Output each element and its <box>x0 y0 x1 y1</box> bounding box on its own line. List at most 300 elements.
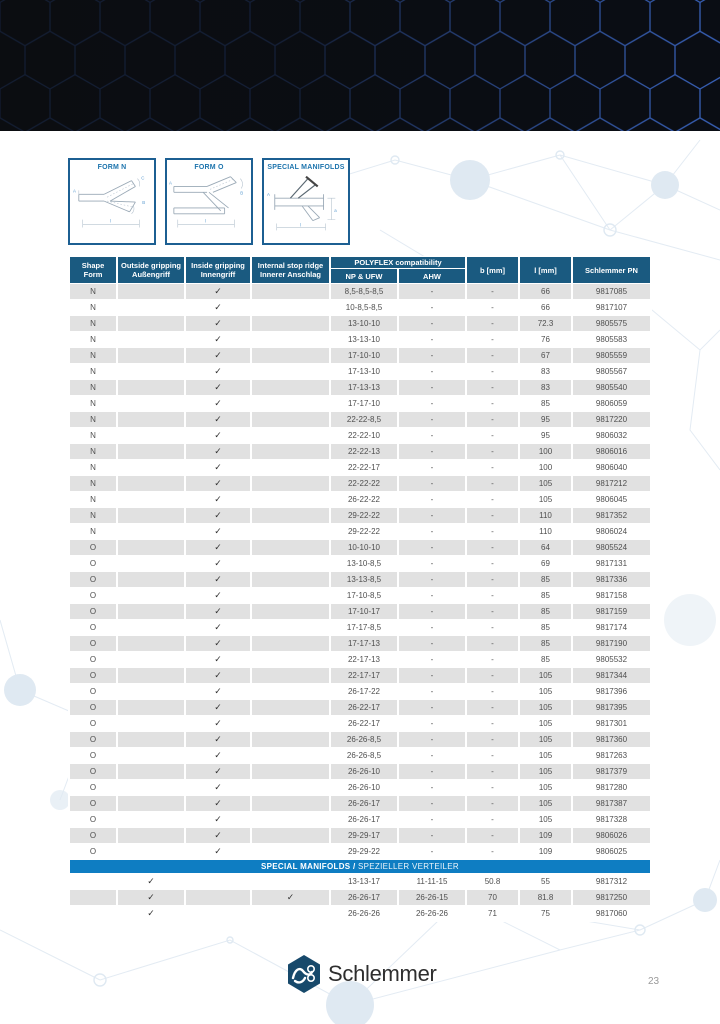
cell-schlemmer-pn: 9817174 <box>595 623 628 633</box>
cell-l-mm: 105 <box>520 732 571 747</box>
cell-np-ufw: 13-13-8,5 <box>331 572 397 587</box>
cell-outside-gripping <box>118 684 184 699</box>
cell-ahw: 26-26-15 <box>399 890 465 905</box>
table-row <box>70 524 650 539</box>
cell-inside-gripping: ✓ <box>186 412 250 427</box>
diagram-special-manifolds <box>262 158 350 245</box>
cell-shape-form: O <box>70 796 116 811</box>
cell-inside-gripping: ✓ <box>186 700 250 715</box>
col-header-ahw: AHW <box>399 269 465 283</box>
cell-inside-gripping: ✓ <box>186 604 250 619</box>
table-row <box>70 380 650 395</box>
cell-np-ufw: 26-26-17 <box>347 815 381 825</box>
cell-shape-form: O <box>89 751 97 761</box>
table-body <box>70 284 650 921</box>
cell-shape-form: O <box>89 623 97 633</box>
cell-ahw: - <box>430 847 434 857</box>
table-row <box>70 284 650 299</box>
cell-np-ufw: 26-26-17 <box>331 796 397 811</box>
table-row <box>70 444 650 459</box>
cell-shape-form: N <box>70 444 116 459</box>
cell-stop-ridge <box>252 396 329 411</box>
cell-stop-ridge <box>252 284 329 299</box>
svg-text:l: l <box>300 222 302 228</box>
cell-inside-gripping: ✓ <box>214 718 222 729</box>
cell-outside-gripping <box>118 588 184 603</box>
cell-inside-gripping: ✓ <box>214 846 222 857</box>
cell-stop-ridge <box>252 652 329 667</box>
cell-b-mm: - <box>467 476 518 491</box>
cell-np-ufw: 10-10-10 <box>331 540 397 555</box>
cell-inside-gripping <box>186 874 250 889</box>
cell-outside-gripping <box>118 508 184 523</box>
cell-l-mm: 85 <box>520 604 571 619</box>
cell-ahw: 11-11-15 <box>416 877 448 887</box>
col-header-schlemmer-pn: Schlemmer PN <box>573 257 650 283</box>
cell-schlemmer-pn: 9806025 <box>595 847 628 857</box>
cell-ahw: - <box>430 495 434 505</box>
cell-np-ufw: 8,5-8,5-8,5 <box>331 284 397 299</box>
cell-b-mm: - <box>491 335 494 345</box>
cell-np-ufw: 29-22-22 <box>331 508 397 523</box>
cell-stop-ridge <box>252 572 329 587</box>
cell-ahw: - <box>399 284 465 299</box>
cell-l-mm: 105 <box>538 815 553 825</box>
cell-shape-form: N <box>90 431 96 441</box>
cell-l-mm: 110 <box>539 527 552 537</box>
cell-inside-gripping: ✓ <box>214 686 222 697</box>
special-manifolds-banner <box>70 860 650 873</box>
cell-stop-ridge <box>252 668 329 683</box>
cell-schlemmer-pn: 9805575 <box>573 316 650 331</box>
cell-shape-form: O <box>70 828 116 843</box>
cell-l-mm: 109 <box>538 847 553 857</box>
table-row <box>70 540 650 555</box>
cell-shape-form <box>70 874 116 889</box>
cell-shape-form: O <box>89 719 97 729</box>
cell-stop-ridge <box>252 874 329 889</box>
cell-outside-gripping <box>118 780 184 795</box>
cell-outside-gripping <box>118 524 184 539</box>
cell-outside-gripping <box>118 812 184 827</box>
cell-l-mm: 81.8 <box>520 890 571 905</box>
table-row <box>70 828 650 843</box>
cell-l-mm: 85 <box>541 591 550 601</box>
cell-schlemmer-pn: 9805524 <box>573 540 650 555</box>
cell-b-mm: - <box>491 495 494 505</box>
cell-shape-form: N <box>90 463 96 473</box>
cell-outside-gripping <box>118 316 184 331</box>
cell-ahw: 26-26-26 <box>415 909 449 919</box>
cell-stop-ridge <box>252 716 329 731</box>
cell-shape-form: O <box>89 783 97 793</box>
cell-shape-form: O <box>89 655 97 665</box>
cell-l-mm: 105 <box>520 668 571 683</box>
cell-np-ufw: 17-10-17 <box>331 604 397 619</box>
table-row <box>70 332 650 347</box>
cell-l-mm: 105 <box>538 751 553 761</box>
cell-ahw: - <box>430 399 434 409</box>
cell-b-mm: - <box>491 815 494 825</box>
cell-outside-gripping <box>118 828 184 843</box>
cell-schlemmer-pn: 9817336 <box>573 572 650 587</box>
cell-outside-gripping <box>118 636 184 651</box>
svg-text:B: B <box>240 190 244 196</box>
diagram-title: SPECIAL MANIFOLDS <box>267 164 345 171</box>
table-row <box>70 684 650 699</box>
cell-inside-gripping: ✓ <box>186 540 250 555</box>
cell-outside-gripping <box>118 444 184 459</box>
cell-shape-form: O <box>89 847 97 857</box>
product-form-diagrams <box>68 158 350 245</box>
cell-ahw: - <box>399 540 465 555</box>
cell-schlemmer-pn: 9817360 <box>573 732 650 747</box>
cell-b-mm: - <box>467 636 518 651</box>
cell-l-mm: 110 <box>520 508 571 523</box>
cell-outside-gripping <box>118 412 184 427</box>
cell-outside-gripping: ✓ <box>147 908 155 919</box>
cell-b-mm: - <box>491 623 494 633</box>
table-row <box>70 874 650 889</box>
cell-stop-ridge <box>252 540 329 555</box>
cell-stop-ridge <box>252 732 329 747</box>
cell-shape-form: O <box>89 591 97 601</box>
cell-shape-form: N <box>70 316 116 331</box>
cell-shape-form: O <box>70 700 116 715</box>
cell-stop-ridge <box>252 844 329 859</box>
table-row <box>70 716 650 731</box>
diagram-form-o <box>165 158 253 245</box>
cell-np-ufw: 22-22-13 <box>331 444 397 459</box>
cell-outside-gripping <box>118 668 184 683</box>
cell-schlemmer-pn: 9806040 <box>595 463 628 473</box>
cell-np-ufw: 22-22-22 <box>331 476 397 491</box>
cell-inside-gripping: ✓ <box>214 366 222 377</box>
cell-b-mm: - <box>491 303 494 313</box>
col-header-np-ufw: NP & UFW <box>331 269 397 283</box>
cell-ahw: - <box>430 783 434 793</box>
cell-shape-form: O <box>70 572 116 587</box>
cell-schlemmer-pn: 9806059 <box>595 399 628 409</box>
table-row <box>70 780 650 795</box>
cell-np-ufw: 26-26-8,5 <box>346 751 382 761</box>
col-header-shape-form: Shape Form <box>70 257 116 283</box>
cell-inside-gripping: ✓ <box>214 526 222 537</box>
cell-np-ufw: 13-10-10 <box>331 316 397 331</box>
cell-b-mm: - <box>467 348 518 363</box>
cell-l-mm: 66 <box>520 284 571 299</box>
cell-shape-form: O <box>89 815 97 825</box>
table-row <box>70 556 650 571</box>
cell-inside-gripping: ✓ <box>186 284 250 299</box>
cell-schlemmer-pn: 9805559 <box>573 348 650 363</box>
cell-b-mm: - <box>467 508 518 523</box>
cell-stop-ridge <box>252 780 329 795</box>
cell-b-mm: 50.8 <box>484 877 501 887</box>
table-row <box>70 890 650 905</box>
cell-np-ufw: 17-10-10 <box>331 348 397 363</box>
hexagon-header-band <box>0 0 720 131</box>
table-row <box>70 764 650 779</box>
cell-shape-form: N <box>90 335 96 345</box>
cell-schlemmer-pn: 9817085 <box>573 284 650 299</box>
cell-stop-ridge <box>252 332 329 347</box>
col-header-l-mm: l [mm] <box>520 257 571 283</box>
cell-stop-ridge <box>252 906 329 921</box>
cell-outside-gripping <box>118 796 184 811</box>
cell-shape-form: O <box>70 604 116 619</box>
cell-stop-ridge <box>252 476 329 491</box>
cell-ahw: - <box>430 463 434 473</box>
cell-l-mm: 105 <box>520 700 571 715</box>
cell-b-mm: - <box>491 687 494 697</box>
cell-schlemmer-pn: 9817158 <box>595 591 628 601</box>
cell-b-mm: - <box>467 380 518 395</box>
cell-outside-gripping <box>118 764 184 779</box>
cell-l-mm: 105 <box>520 764 571 779</box>
cell-l-mm: 95 <box>520 412 571 427</box>
cell-outside-gripping <box>118 284 184 299</box>
cell-outside-gripping <box>118 428 184 443</box>
cell-b-mm: - <box>467 444 518 459</box>
cell-inside-gripping: ✓ <box>186 796 250 811</box>
cell-inside-gripping: ✓ <box>186 348 250 363</box>
cell-outside-gripping <box>118 748 184 763</box>
cell-shape-form: N <box>70 508 116 523</box>
cell-schlemmer-pn: 9805583 <box>595 335 628 345</box>
table-row <box>70 412 650 427</box>
cell-np-ufw: 29-29-22 <box>347 847 381 857</box>
footer-brand <box>286 954 437 994</box>
cell-stop-ridge <box>252 316 329 331</box>
cell-schlemmer-pn: 9806032 <box>595 431 628 441</box>
cell-schlemmer-pn: 9805540 <box>573 380 650 395</box>
cell-schlemmer-pn: 9817060 <box>595 909 628 919</box>
cell-schlemmer-pn: 9806024 <box>595 527 628 537</box>
cell-stop-ridge <box>252 348 329 363</box>
cell-ahw: - <box>430 431 434 441</box>
cell-schlemmer-pn: 9817344 <box>573 668 650 683</box>
cell-schlemmer-pn: 9805532 <box>595 655 628 665</box>
cell-schlemmer-pn: 9806045 <box>595 495 628 505</box>
cell-np-ufw: 26-26-10 <box>347 783 381 793</box>
cell-shape-form: O <box>89 687 97 697</box>
cell-stop-ridge <box>252 812 329 827</box>
cell-shape-form: O <box>89 559 97 569</box>
cell-ahw: - <box>399 348 465 363</box>
cell-schlemmer-pn: 9817107 <box>595 303 628 313</box>
cell-stop-ridge <box>252 508 329 523</box>
cell-ahw: - <box>399 764 465 779</box>
cell-b-mm: - <box>467 700 518 715</box>
cell-l-mm: 67 <box>520 348 571 363</box>
cell-ahw: - <box>430 719 434 729</box>
cell-schlemmer-pn: 9817301 <box>595 719 628 729</box>
cell-b-mm: - <box>467 412 518 427</box>
cell-np-ufw: 17-17-10 <box>347 399 381 409</box>
cell-l-mm: 66 <box>541 303 550 313</box>
cell-inside-gripping: ✓ <box>214 302 222 313</box>
col-header-outside-gripping: Outside gripping Außengriff <box>118 257 184 283</box>
table-row <box>70 572 650 587</box>
cell-outside-gripping <box>118 396 184 411</box>
cell-stop-ridge <box>252 764 329 779</box>
cell-shape-form: N <box>70 348 116 363</box>
table-row <box>70 636 650 651</box>
cell-stop-ridge <box>252 300 329 315</box>
cell-outside-gripping <box>118 380 184 395</box>
cell-inside-gripping: ✓ <box>186 732 250 747</box>
cell-shape-form: O <box>70 732 116 747</box>
col-header-b-mm: b [mm] <box>467 257 518 283</box>
cell-ahw: - <box>399 508 465 523</box>
cell-b-mm: - <box>491 559 494 569</box>
cell-np-ufw: 17-10-8,5 <box>346 591 382 601</box>
cell-outside-gripping <box>118 732 184 747</box>
cell-ahw: - <box>399 796 465 811</box>
cell-outside-gripping <box>118 476 184 491</box>
cell-b-mm: - <box>491 591 494 601</box>
cell-b-mm: - <box>491 431 494 441</box>
cell-ahw: - <box>430 303 434 313</box>
cell-b-mm: - <box>467 316 518 331</box>
cell-b-mm: - <box>467 828 518 843</box>
cell-np-ufw: 26-26-17 <box>331 890 397 905</box>
diagram-form-n <box>68 158 156 245</box>
cell-ahw: - <box>399 700 465 715</box>
svg-text:B: B <box>142 200 146 206</box>
cell-shape-form: N <box>90 495 96 505</box>
cell-np-ufw: 22-17-17 <box>331 668 397 683</box>
cell-outside-gripping <box>118 348 184 363</box>
cell-l-mm: 85 <box>520 636 571 651</box>
cell-np-ufw: 17-17-13 <box>331 636 397 651</box>
table-row <box>70 812 650 827</box>
cell-ahw: - <box>399 412 465 427</box>
diagram-title: FORM O <box>194 164 224 171</box>
cell-schlemmer-pn: 9805567 <box>595 367 628 377</box>
cell-ahw: - <box>399 476 465 491</box>
cell-b-mm: - <box>467 284 518 299</box>
cell-schlemmer-pn: 9817312 <box>595 877 628 887</box>
table-row <box>70 492 650 507</box>
cell-stop-ridge <box>252 380 329 395</box>
cell-schlemmer-pn: 9817220 <box>573 412 650 427</box>
cell-b-mm: 71 <box>488 909 497 919</box>
cell-b-mm: 70 <box>467 890 518 905</box>
table-row <box>70 428 650 443</box>
cell-np-ufw: 26-22-17 <box>331 700 397 715</box>
cell-np-ufw: 29-22-22 <box>347 527 381 537</box>
cell-inside-gripping: ✓ <box>214 654 222 665</box>
cell-outside-gripping <box>118 540 184 555</box>
cell-shape-form: N <box>70 284 116 299</box>
col-header-inside-gripping: Inside gripping Innengriff <box>186 257 250 283</box>
cell-ahw: - <box>399 668 465 683</box>
cell-np-ufw: 10-8,5-8,5 <box>345 303 383 313</box>
form-o-drawing <box>168 172 250 238</box>
cell-inside-gripping: ✓ <box>214 622 222 633</box>
svg-text:a: a <box>334 207 337 213</box>
cell-inside-gripping: ✓ <box>186 636 250 651</box>
cell-l-mm: 83 <box>541 367 550 377</box>
special-manifolds-banner-label: SPECIAL MANIFOLDS / SPEZIELLER VERTEILER <box>70 860 650 873</box>
cell-outside-gripping <box>118 620 184 635</box>
cell-outside-gripping <box>118 556 184 571</box>
cell-l-mm: 105 <box>538 719 553 729</box>
cell-l-mm: 105 <box>520 796 571 811</box>
table-row <box>70 460 650 475</box>
cell-np-ufw: 29-29-17 <box>331 828 397 843</box>
cell-b-mm: - <box>491 719 494 729</box>
cell-ahw: - <box>430 655 434 665</box>
svg-text:A: A <box>168 180 172 186</box>
cell-schlemmer-pn: 9817212 <box>573 476 650 491</box>
cell-inside-gripping: ✓ <box>186 316 250 331</box>
cell-l-mm: 105 <box>538 495 553 505</box>
cell-b-mm: - <box>467 668 518 683</box>
cell-b-mm: - <box>467 764 518 779</box>
cell-inside-gripping: ✓ <box>214 750 222 761</box>
table-row <box>70 588 650 603</box>
cell-b-mm: - <box>467 732 518 747</box>
cell-schlemmer-pn: 9817387 <box>573 796 650 811</box>
cell-ahw: - <box>430 751 434 761</box>
cell-inside-gripping: ✓ <box>214 334 222 345</box>
cell-outside-gripping: ✓ <box>118 890 184 905</box>
cell-schlemmer-pn: 9806016 <box>573 444 650 459</box>
cell-stop-ridge <box>252 684 329 699</box>
cell-l-mm: 85 <box>541 655 550 665</box>
cell-shape-form: N <box>70 380 116 395</box>
cell-schlemmer-pn: 9817190 <box>573 636 650 651</box>
cell-b-mm: - <box>491 367 494 377</box>
cell-shape-form: O <box>70 636 116 651</box>
cell-stop-ridge <box>252 460 329 475</box>
cell-b-mm: - <box>491 527 494 537</box>
cell-inside-gripping: ✓ <box>214 782 222 793</box>
cell-ahw: - <box>430 527 434 537</box>
cell-ahw: - <box>399 604 465 619</box>
diagram-title: FORM N <box>97 164 127 171</box>
cell-l-mm: 85 <box>541 623 550 633</box>
product-table <box>68 256 652 922</box>
cell-l-mm: 100 <box>538 463 553 473</box>
table-row <box>70 652 650 667</box>
cell-l-mm: 76 <box>541 335 550 345</box>
cell-np-ufw: 17-13-13 <box>331 380 397 395</box>
cell-schlemmer-pn: 9806026 <box>573 828 650 843</box>
table-row <box>70 364 650 379</box>
cell-np-ufw: 26-22-17 <box>347 719 381 729</box>
cell-l-mm: 95 <box>541 431 550 441</box>
cell-ahw: - <box>399 444 465 459</box>
cell-shape-form: N <box>90 367 96 377</box>
cell-stop-ridge: ✓ <box>252 890 329 905</box>
cell-l-mm: 85 <box>541 399 550 409</box>
cell-ahw: - <box>399 732 465 747</box>
cell-schlemmer-pn: 9817263 <box>595 751 628 761</box>
cell-b-mm: - <box>491 847 494 857</box>
cell-ahw: - <box>399 828 465 843</box>
cell-inside-gripping: ✓ <box>186 668 250 683</box>
cell-stop-ridge <box>252 556 329 571</box>
cell-inside-gripping: ✓ <box>186 764 250 779</box>
cell-np-ufw: 13-10-8,5 <box>346 559 382 569</box>
cell-stop-ridge <box>252 588 329 603</box>
cell-ahw: - <box>430 591 434 601</box>
cell-shape-form: N <box>90 303 96 313</box>
